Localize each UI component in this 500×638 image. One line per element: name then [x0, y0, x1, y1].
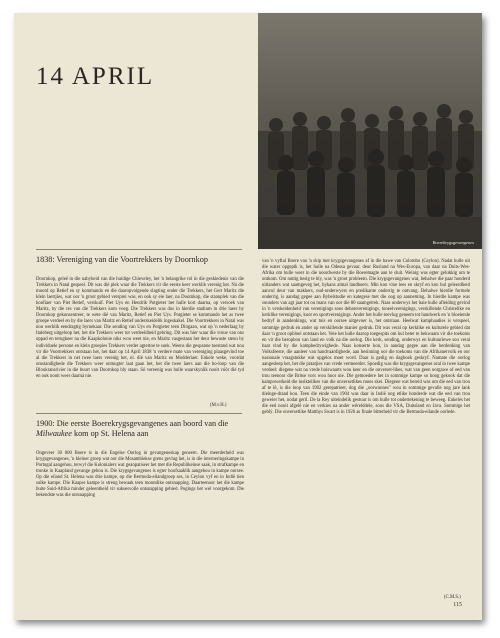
photo-caption: Boerekrygsgevangenes	[432, 240, 474, 245]
section-body: Ongeveer 30 000 Boere is in die Engelse Oorlog in gevangeneskap geneem. Die meerderheid was krygsgevangenes, 'n kleiner groep wat oor die Mosambiekse grens gevlug het, is in die interneringskampe in Portugal aangehou, terwyl die Kolonialers wat geanpatiseer het met die Republikeinse saak, in strafkampe en tronke in Kaapland gevange gehou is. Die krygsgevangenes is egter hoofsaaklik aangehou in kampe oorsee. Op die eiland St. Helena was drie kampe, op die Bermuda-eilandgroep ses, in Ceylon vyf en in Indië tien sulke kampe. Die Kaapse kampe is streng bewaak teen moontlike ontsnapping. Daarteenoor het die kampe buite Suid-Afrika minder geleentheid vir suksesvolle ontsnapping gebied. Pogings het wel voorgekom. Die bekendste was die ontsnapping	[36, 451, 244, 499]
section-body: Doornkop, geleë in die nabyheid van die huidige Chieveley, het 'n belangrike rol in die geskiedenis van die Trekkers in Natal gespeel. Dit was dié plek waar die Trekkers vir die eerste keer werklik verenig het. Ná die moord op Retief en sy kommando en die daaropvolgende slagting onder die Trekkers, het Gert Maritz die klein laertjies, wat oor 'n groot gebied versprei was, en ook sy eie laer, na Doornkop, die staanplek van die hoofiaer van Piet Retief, verskuif. Piet Uys en Hendrik Potgieter het hulle kort daarna, op versoek van Maritz, by die res van die Trekkers kom voeg. Die Trekkers was dus in hierdie stadium in drie laers by Doornkop gekonsentreer, te wete dié van Maritz, Retief en Piet Uys. Potgieter se kommando het as twee groepe verdeel en by die laers van Maritz en Retief onderskeidelik ingeskakel. Die Voortrekkers in Natal was nou werklik eendragtig byrnekaar. Die sending van Uys en Potgieter teen Dingaan, wat op 'n nederlaag by Italeberg uitgeloop het, het die Trekkers weer tot verdeeldheid gebring. Dit was hier waar die vroue van ons oppad en terugkeer na die Kaapkolonie niks wou weet nie, en Maritz vasgestaan het deur bewuste steun by individuele persone en klein groepies Trekkers verder agtertoe te soek. Weens die gespanne toestand wat nou vir die Voortrekkers ontstaan het, het daar op 14 April 1838 'n verdere mate van vereniging plaasgevind toe al die Trekkers in net twee laers verenig het, nl. dié van Maritz en Modderlaer. Enkele weke, voordat omstandighede die Trekkers weer ontnugter laat gaan het, het die twee laers aan die bo-loop van die Bloukransrivier in die buurt van Doornkop bly staan. Só vereenig was hulle waarskynlik nooit vóór dié tyd en ook nooit weer daarná nie.	[36, 277, 244, 379]
heading-part-1: 1900: Die eerste Boerekrygsgevangenes aan boord van die	[36, 419, 229, 428]
historical-photograph	[258, 13, 482, 249]
ship-name: Milwaukee	[36, 428, 72, 438]
book-page	[14, 13, 482, 620]
heading-part-2: kom op St. Helena aan	[71, 428, 149, 438]
page-number: 115	[453, 602, 462, 608]
prisoners-group-illustration	[258, 13, 482, 249]
section-heading	[36, 419, 246, 439]
section-divider	[36, 413, 242, 414]
section-divider	[36, 249, 242, 250]
author-signature: (M.v.H.)	[210, 403, 227, 408]
author-signature: (C.M.S.)	[444, 595, 461, 600]
section-heading: 1838: Vereniging van die Voortrekkers by Doornkop	[36, 255, 208, 264]
section-body-continued: van 'n vyftal Boere van 'n skip met krygsgevangenes af in die hawe van Colombo (Ceylon). Nadat hulle uit die water opgepik is, het hulle na Odessa gevaar, deur Rusland na Wes-Europa, van daar na Duits-Wes-Afrika om hulle weer in die noordweste by die Boeremagte aan te sluit. Weinig was egter gelukkig om te ontkom. Om nuttig besig te bly, was 'n groot probleem. Die krygsgevangenes wat, behalwe die paar honderd uitlanders wat saamgeveg het, bykans almal landboers. Min kon vloe lees en skryf en kon hul geleerdheid aanvul deur van makkers, oud-onderwyers en predikante onderrig te ontvang. Behalwe hierdie formele onderrig, is aandag gegee aan Bybelstudie en kategese met die oog op aanneming. In hierdie kampe was sounders van agt jaar tot ou mans van oor die 80 saamgetrek. Naas onderwys het baie hulle afleiding gevind in 'n verskeidenheid van verenigings soos debatsverenigings, toneelverenigings, verskillende Christelike en kerklike verenigings, koor en sportverenigings. Ander het hulle toevlug geneem tot handwerk en 'n bloeiende bedryf in aandenkings, wat tuis en oorsee uitgevoer is, het ontstaan. Heelwat kamphaadies is verspeel, sommige gedruk en ander op verskillende manier gedruk. Dit was veral op kerklike en kulturele gebied dat daar 'n groot opbloei ontstaan het. Vele het hulle daarop toegespits om hul beter te bekwaam vir die toekoms en vir die heropbou van land en volk na die oorlog. Die kerk, sending, onderwys en kultuurlewe sou veral baat vind by die kampbedrywighede. Naas konserte kon, in aandag gegee aan die herdenking van Volksfeeste, die aanleer van handvaardighede, aan besinning oor die toekoms van die Afrikanervolk en oor nasionale vraagstukke wat opgelos moet word. Daar is gedig en dagboek geskryf. Namate die oorlog aangesleep het, het die praatjies van vrede vermeerder. Spoedig was die krygsgevangenes oral in twee kampe verdeel: diegene wat na vrede huiswaarts wou keer en die onverset-likes, wat van geen oorgawe of eed van trou teenoor die Britse vors wou hoor nie. Die gemoedere het in sommige kampe so hoog gekook dat die kampowerheid die insiktelikes van die onversetlikes moes skei. Diegene wat bereid was om die eed van trou af te lê, is die loop van 1902 gerepatrieer, dog die „oorwonnes" wou in sommige gevalle nog jare lank dieinge-draad kou. Teen die einde van 1904 was daar in Indië nog etlike honderde wat die eed van trou geweier het, nodat geril. De la Rey uiteindelik gestuur is om hulle tot ondertekening te beweeg. Enkeles het die eed nooit afgelê nie en verkies na ander wêrelddele, soos die VSA, Duitsland en Java. Sommige het geblý. Die onversetlike Matthys Swart is in 1926 as finale bitterheid vir die Bermuda-eilande oorlede.	[262, 259, 470, 416]
page-title: 14 APRIL	[36, 63, 155, 90]
